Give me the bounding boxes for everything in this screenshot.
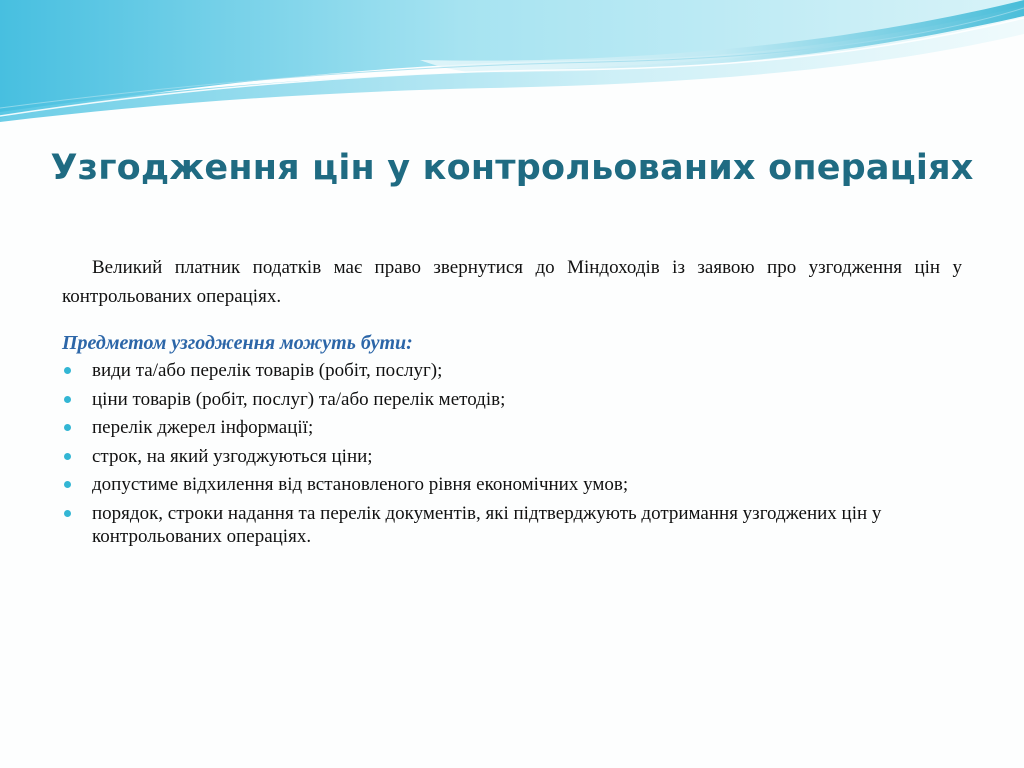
bullet-icon (64, 424, 71, 431)
list-item-text: порядок, строки надання та перелік документів, які підтверджують дотримання узгоджених цін у контрольованих операціях. (92, 502, 882, 547)
decorative-wave-header (0, 0, 1024, 140)
list-item-text: види та/або перелік товарів (робіт, послуг); (92, 360, 443, 381)
list-item-text: перелік джерел інформації; (92, 417, 314, 438)
slide-title: Узгодження цін у контрольованих операціях (50, 148, 974, 188)
bullet-icon (64, 481, 71, 488)
bullet-icon (64, 510, 71, 517)
subject-list (62, 359, 962, 549)
intro-paragraph: Великий платник податків має право звернутися до Міндоходів із заявою про узгодження цін у контрольованих операціях. (62, 257, 962, 307)
slide-content (62, 253, 962, 554)
list-item (62, 502, 962, 549)
list-item (62, 359, 962, 383)
list-item-text: допустиме відхилення від встановленого рівня економічних умов; (92, 474, 629, 495)
list-item (62, 416, 962, 440)
bullet-icon (64, 396, 71, 403)
bullet-icon (64, 367, 71, 374)
list-item-text: строк, на який узгоджуються ціни; (92, 445, 373, 467)
list-item (62, 473, 962, 497)
list-item-text: ціни товарів (робіт, послуг) та/або перелік методів; (92, 388, 506, 410)
bullet-icon (64, 453, 71, 460)
list-item (62, 445, 962, 469)
subject-heading: Предметом узгодження можуть бути: (62, 332, 413, 354)
list-item (62, 388, 962, 412)
